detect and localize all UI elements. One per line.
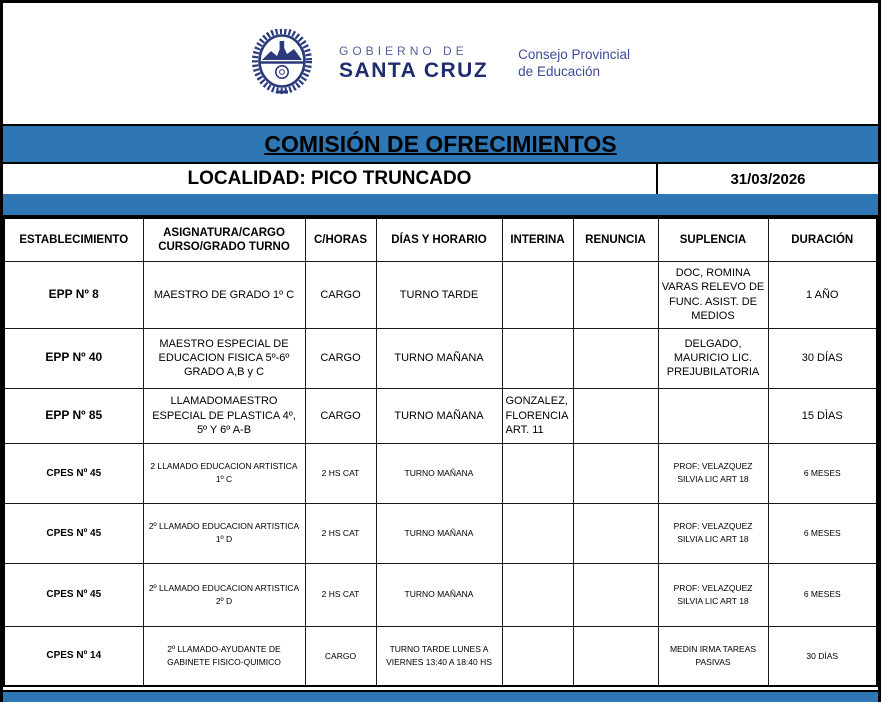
table-cell (573, 503, 658, 563)
table-cell: EPP Nº 85 (4, 388, 143, 443)
localidad-label: LOCALIDAD: PICO TRUNCADO (3, 164, 658, 193)
title-band (3, 124, 878, 164)
col-header-dias-horario: DÍAS Y HORARIO (376, 218, 502, 261)
table-cell: 1 AÑO (768, 261, 877, 328)
table-cell (573, 563, 658, 626)
table-cell: GONZALEZ, FLORENCIA ART. 11 (502, 388, 573, 443)
col-header-establecimiento: ESTABLECIMIENTO (4, 218, 143, 261)
table-row (4, 626, 877, 686)
table-cell: TURNO MAÑANA (376, 388, 502, 443)
table-cell: EPP Nº 8 (4, 261, 143, 328)
table-cell: 30 DÍAS (768, 328, 877, 388)
table-cell (502, 261, 573, 328)
table-cell (573, 388, 658, 443)
table-cell: LLAMADOMAESTRO ESPECIAL DE PLASTICA 4º, 5º Y 6º A-B (143, 388, 305, 443)
table-cell (573, 626, 658, 686)
santa-cruz-crest-icon (251, 29, 313, 99)
table-cell: TURNO TARDE LUNES A VIERNES 13:40 A 18:40 HS (376, 626, 502, 686)
table-cell (502, 443, 573, 503)
col-header-asignatura: ASIGNATURA/CARGO CURSO/GRADO TURNO (143, 218, 305, 261)
table-cell: TURNO MAÑANA (376, 563, 502, 626)
table-cell: 6 MESES (768, 443, 877, 503)
table-cell: EPP Nº 40 (4, 328, 143, 388)
table-cell: 2 HS CAT (305, 503, 376, 563)
page-title: COMISIÓN DE OFRECIMIENTOS (264, 130, 617, 157)
org-line1: Consejo Provincial (518, 47, 630, 63)
table-cell: CARGO (305, 261, 376, 328)
table-row (4, 388, 877, 443)
table-cell: 2º LLAMADO EDUCACION ARTISTICA 2º D (143, 563, 305, 626)
table-cell: TURNO MAÑANA (376, 328, 502, 388)
table-cell: CPES Nº 45 (4, 563, 143, 626)
col-header-duracion: DURACIÓN (768, 218, 877, 261)
letterhead (3, 3, 878, 124)
table-cell: CPES Nº 14 (4, 626, 143, 686)
offers-table (3, 217, 878, 687)
table-cell: MAESTRO ESPECIAL DE EDUCACION FISICA 5º-6º GRADO A,B y C (143, 328, 305, 388)
col-header-renuncia: RENUNCIA (573, 218, 658, 261)
table-cell: TURNO TARDE (376, 261, 502, 328)
table-cell: 2 HS CAT (305, 443, 376, 503)
table-row (4, 261, 877, 328)
table-cell: 6 MESES (768, 563, 877, 626)
table-cell: CARGO (305, 626, 376, 686)
table-cell (502, 626, 573, 686)
date-value: 31/03/2026 (730, 170, 806, 188)
table-cell: 15 DÌAS (768, 388, 877, 443)
table-cell: CPES Nº 45 (4, 503, 143, 563)
offers-table-body (4, 261, 877, 686)
table-cell: CARGO (305, 328, 376, 388)
org-name (514, 47, 630, 79)
col-header-horas: C/HORAS (305, 218, 376, 261)
table-cell: TURNO MAÑANA (376, 443, 502, 503)
table-cell (502, 328, 573, 388)
government-name-label: SANTA CRUZ (339, 59, 489, 83)
government-brand (339, 44, 488, 83)
table-cell: PROF: VELAZQUEZ SILVIA LIC ART 18 (658, 443, 768, 503)
table-row (4, 443, 877, 503)
table-cell: 2 HS CAT (305, 563, 376, 626)
table-cell: DELGADO, MAURICIO LIC. PREJUBILATORIA (658, 328, 768, 388)
table-cell (658, 388, 768, 443)
separator-band (3, 194, 878, 218)
table-cell: PROF: VELAZQUEZ SILVIA LIC ART 18 (658, 563, 768, 626)
offers-table-wrap (3, 217, 878, 687)
table-row (4, 503, 877, 563)
table-cell: 6 MESES (768, 503, 877, 563)
table-cell: MAESTRO DE GRADO 1º C (143, 261, 305, 328)
table-row (4, 328, 877, 388)
bottom-band (3, 690, 878, 702)
table-cell (573, 261, 658, 328)
table-cell (502, 563, 573, 626)
table-cell: 2 LLAMADO EDUCACION ARTISTICA 1º C (143, 443, 305, 503)
table-cell (502, 503, 573, 563)
table-cell: 2º LLAMADO-AYUDANTE DE GABINETE FISICO-QUIMICO (143, 626, 305, 686)
table-cell: DOC, ROMINA VARAS RELEVO DE FUNC. ASIST. DE MEDIOS (658, 261, 768, 328)
table-cell: 30 DÌAS (768, 626, 877, 686)
table-cell (573, 328, 658, 388)
table-cell: CPES Nº 45 (4, 443, 143, 503)
table-cell: PROF: VELAZQUEZ SILVIA LIC ART 18 (658, 503, 768, 563)
table-cell (573, 443, 658, 503)
col-header-suplencia: SUPLENCIA (658, 218, 768, 261)
table-cell: TURNO MAÑANA (376, 503, 502, 563)
org-line2: de Educación (518, 63, 600, 79)
government-top-label: GOBIERNO DE (339, 44, 468, 59)
col-header-interina: INTERINA (502, 218, 573, 261)
table-cell: MEDIN IRMA TAREAS PASIVAS (658, 626, 768, 686)
table-header-row (4, 218, 877, 261)
table-row (4, 563, 877, 626)
localidad-row (3, 164, 878, 193)
table-cell: CARGO (305, 388, 376, 443)
table-cell: 2º LLAMADO EDUCACION ARTISTICA 1º D (143, 503, 305, 563)
